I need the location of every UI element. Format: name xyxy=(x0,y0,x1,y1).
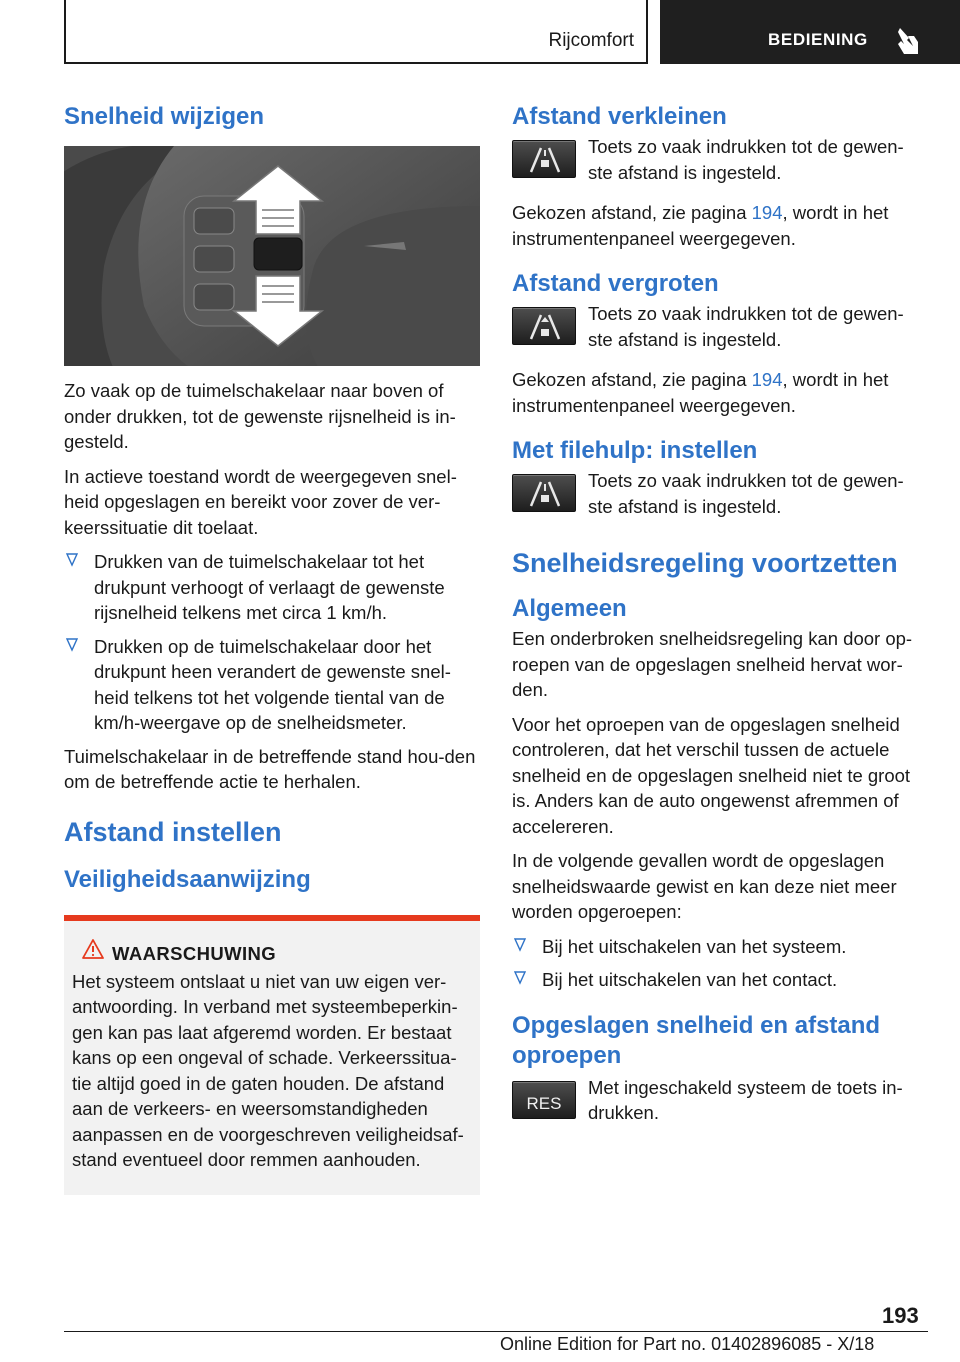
general-heading: Algemeen xyxy=(512,595,627,622)
general-paragraph-2: Voor het oproepen van de opgeslagen snelheid controleren, dat het verschil tussen de actuele snelheid en de opgeslagen snelheid niet te groot is. Anders kan de auto ongewenst afremmen of accelereren. xyxy=(512,713,911,837)
list-item: Bij het uitschakelen van het systeem. xyxy=(512,934,928,960)
decrease-distance-instruction: Toets zo vaak indrukken tot de gewen-ste afstand is ingesteld. xyxy=(512,134,928,186)
footer-divider xyxy=(64,1331,928,1332)
recall-heading: Opgeslagen snelheid en afstand oproepen xyxy=(512,1011,881,1069)
distance-road-icon xyxy=(527,480,563,508)
speed-change-heading: Snelheid wijzigen xyxy=(64,103,265,130)
edition-note: Online Edition for Part no. 01402896085 - X/18 xyxy=(500,1334,875,1354)
recall-instruction: RES Met ingeschakeld systeem de toets in-drukken. xyxy=(512,1075,928,1127)
distance-button-image xyxy=(512,140,576,178)
hold-switch-paragraph: Tuimelschakelaar in de betreffende stand hou-den om de betreffende actie te herhalen. xyxy=(64,745,476,792)
increase-distance-heading: Afstand vergroten xyxy=(512,270,719,297)
header-chapter-box xyxy=(660,0,960,64)
pointing-hand-icon xyxy=(896,24,922,56)
distance-road-icon xyxy=(527,146,563,174)
list-item: Drukken van de tuimelschakelaar tot het drukpunt verhoogt of verlaagt de gewenste rijsnelheid telkens met circa 1 km/h. xyxy=(64,549,480,626)
warning-text: Het systeem ontslaat u niet van uw eigen ver-antwoording. In verband met systeembeperkin-gen kan pas laat afgeremd worden. Er bestaat kans op een ongeval of schade. Verkeerssitua-tie altijd goed in de gaten houden. De afstand aan de verkeers- en weersomstandigheden aanpassen en de voorgeschreven veiligheidsaf-stand eventueel door remmen aanhouden. xyxy=(72,970,464,1170)
header-section-box xyxy=(64,0,648,64)
safety-note-heading: Veiligheidsaanwijzing xyxy=(64,865,311,893)
warning-box xyxy=(64,915,480,1195)
speed-stored-paragraph: In actieve toestand wordt de weergegeven snel-heid opgeslagen en bereikt voor zover de ver-keerssituatie dit toelaat. xyxy=(64,465,457,538)
triangle-bullet-icon xyxy=(514,971,526,985)
warning-title: WAARSCHUWING xyxy=(72,943,474,965)
decrease-distance-heading: Afstand verkleinen xyxy=(512,103,727,130)
right-column xyxy=(512,102,928,1141)
list-item: Bij het uitschakelen van het contact. xyxy=(512,967,928,993)
steering-wheel-illustration xyxy=(64,146,480,366)
triangle-bullet-icon xyxy=(66,553,78,567)
distance-button-image xyxy=(512,474,576,512)
warning-triangle-icon xyxy=(82,939,104,959)
traffic-assist-instruction: Toets zo vaak indrukken tot de gewen-ste afstand is ingesteld. xyxy=(512,468,928,520)
resume-cruise-heading: Snelheidsregeling voortzetten xyxy=(512,548,898,578)
general-paragraph-1: Een onderbroken snelheidsregeling kan door op-roepen van de opgeslagen snelheid hervat wor-den. xyxy=(512,628,913,700)
distance-setting-heading: Afstand instellen xyxy=(64,816,282,847)
speed-instruction-paragraph: Zo vaak op de tuimelschakelaar naar boven of onder drukken, tot de gewenste rijsnelheid is in-gesteld. xyxy=(64,380,456,452)
triangle-bullet-icon xyxy=(66,638,78,652)
triangle-bullet-icon xyxy=(514,938,526,952)
increase-info-paragraph: Gekozen afstand, zie pagina 194, wordt in het instrumentenpaneel weergegeven. xyxy=(512,369,889,416)
page-link[interactable]: 194 xyxy=(751,369,783,390)
general-paragraph-3: In de volgende gevallen wordt de opgeslagen snelheidswaarde gewist en kan deze niet meer worden opgeroepen: xyxy=(512,850,897,922)
left-column xyxy=(64,102,480,1195)
page-link[interactable]: 194 xyxy=(751,202,783,223)
page-number: 193 xyxy=(882,1303,919,1328)
increase-distance-instruction: Toets zo vaak indrukken tot de gewen-ste afstand is ingesteld. xyxy=(512,301,928,353)
decrease-info-paragraph: Gekozen afstand, zie pagina 194, wordt in het instrumentenpaneel weergegeven. xyxy=(512,202,889,249)
distance-button-image xyxy=(512,307,576,345)
header-chapter-title: BEDIENING xyxy=(768,30,868,49)
distance-road-icon xyxy=(527,313,563,341)
header-section-title: Rijcomfort xyxy=(548,30,634,51)
res-button-label: RES xyxy=(526,1093,562,1113)
list-item: Drukken op de tuimelschakelaar door het drukpunt heen verandert de gewenste snel-heid telkens tot het volgende tiental van de km/h-weergave op de snelheidsmeter. xyxy=(64,634,480,736)
traffic-assist-heading: Met filehulp: instellen xyxy=(512,437,758,464)
res-button-image xyxy=(512,1081,576,1119)
